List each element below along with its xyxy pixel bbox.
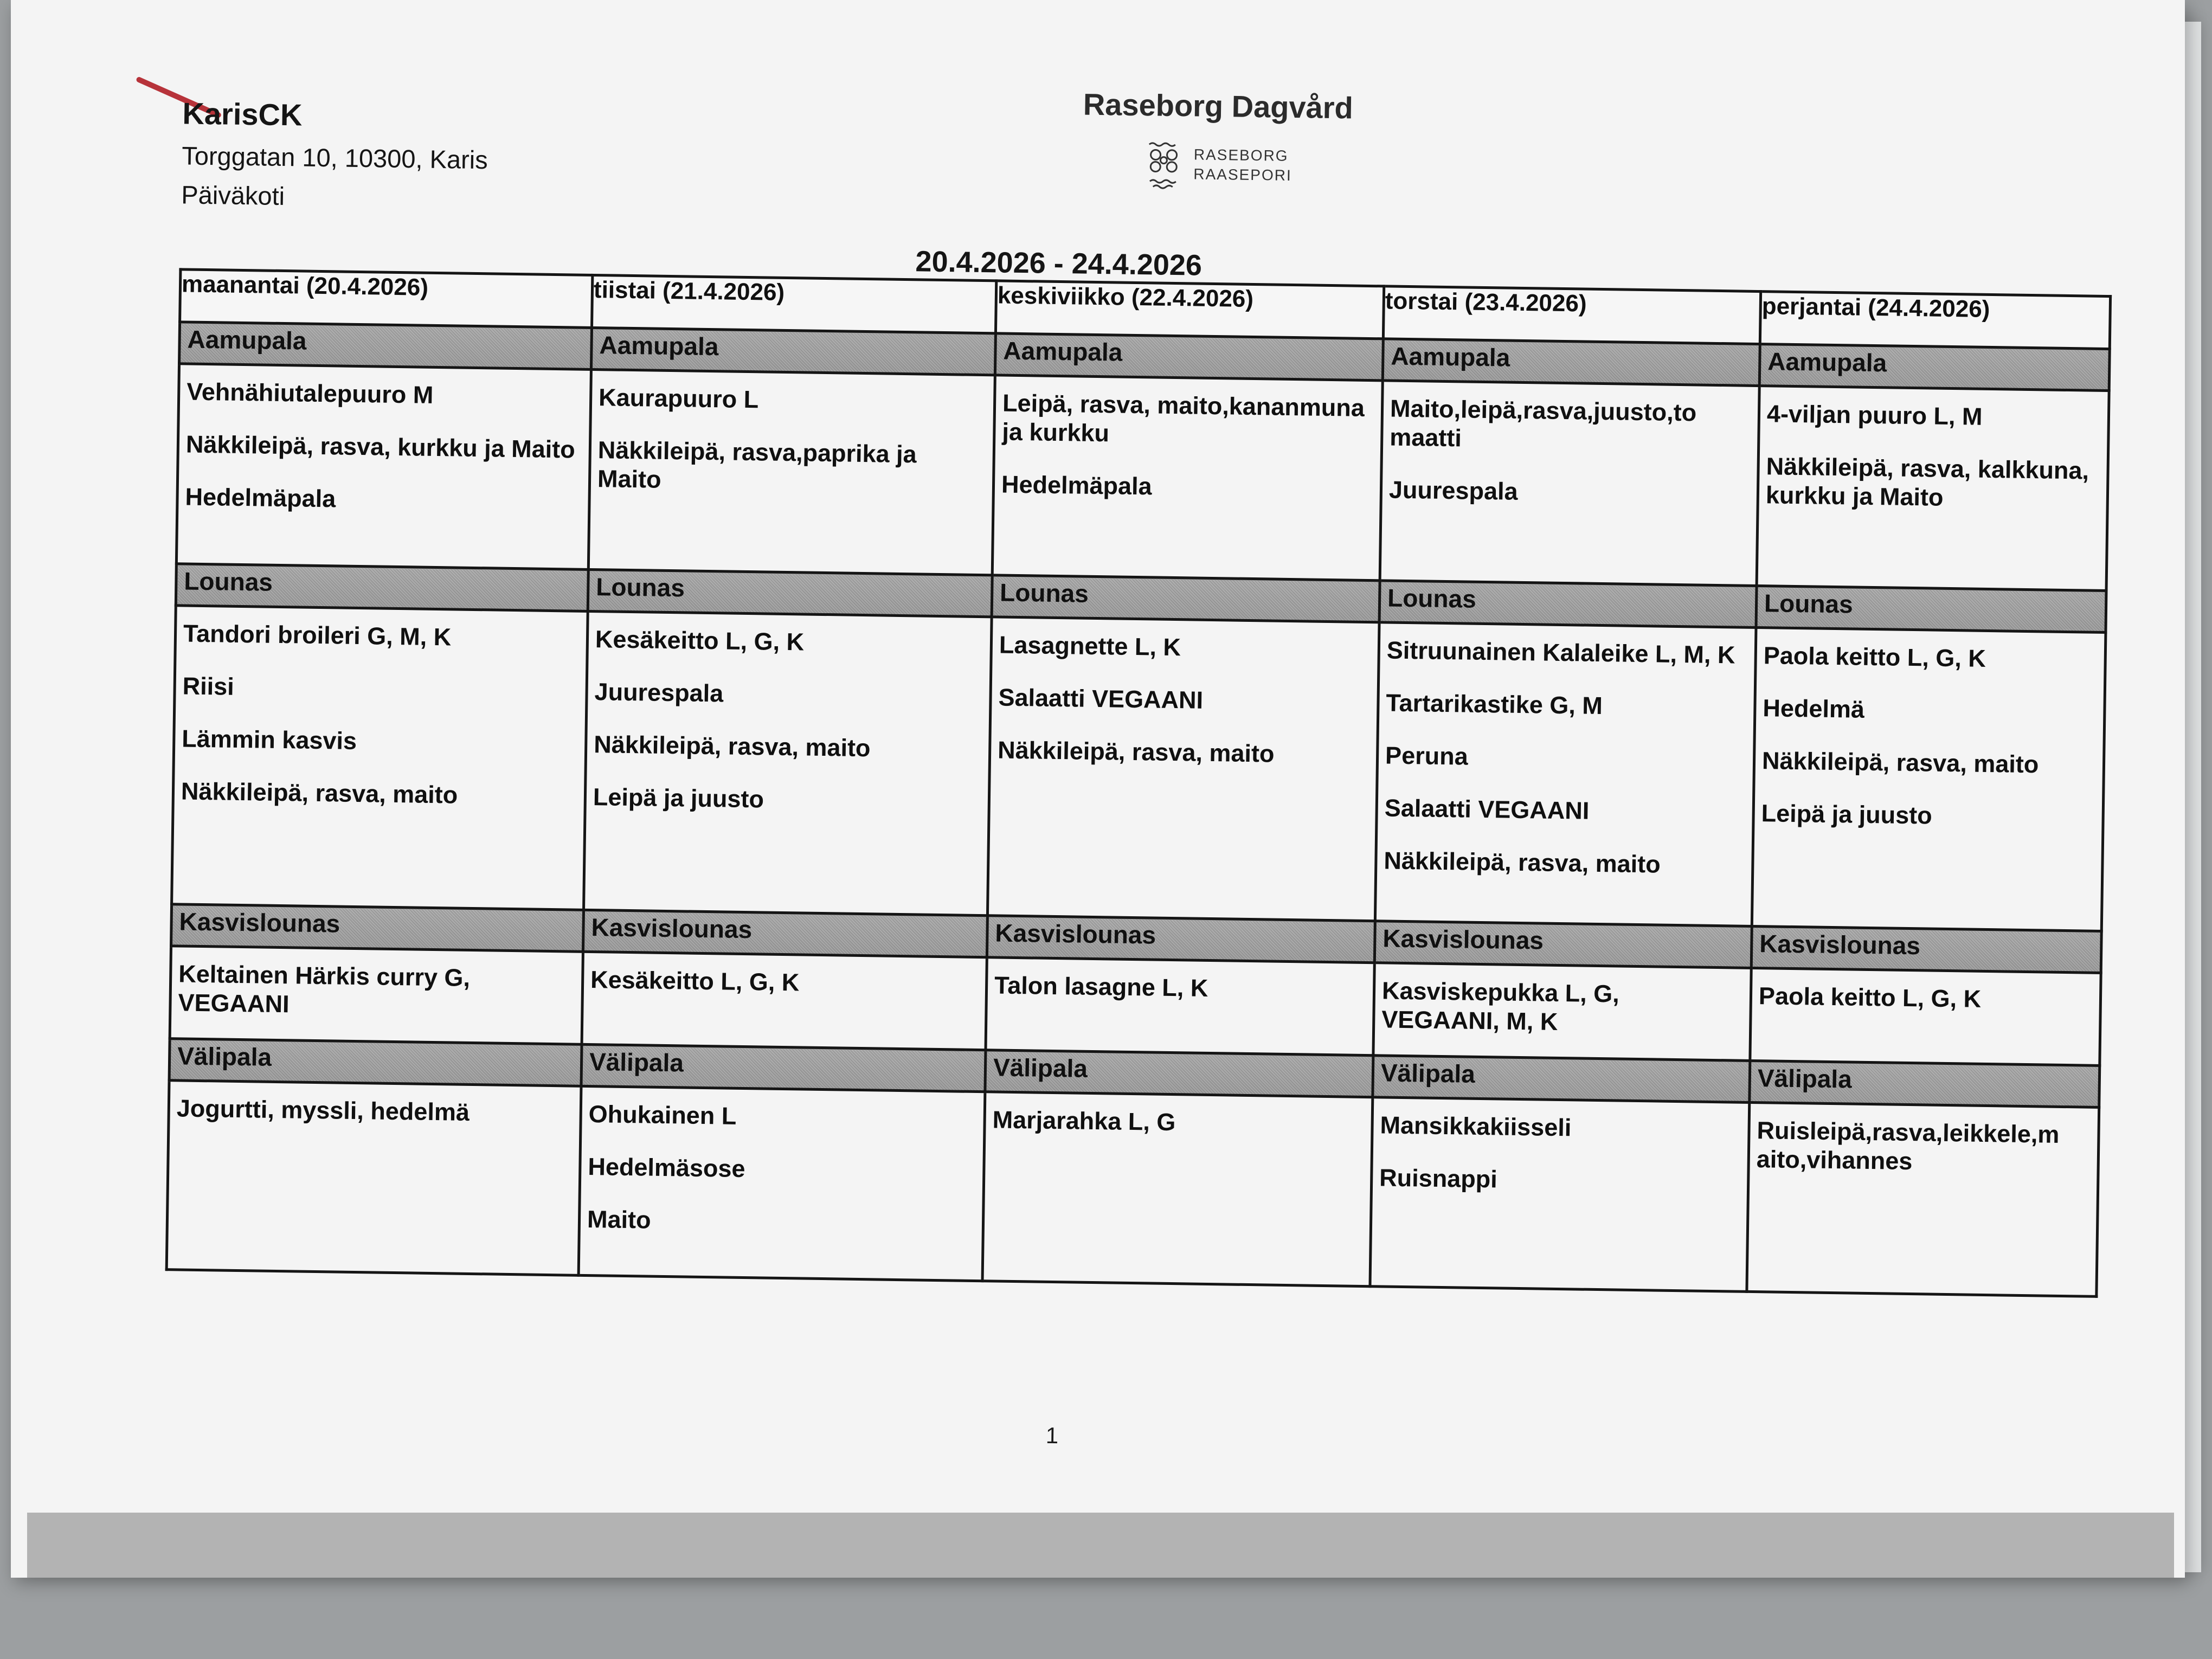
menu-item: Hedelmä	[1763, 694, 1865, 723]
section-label: Aamupala	[995, 333, 1383, 381]
menu-cell	[1757, 386, 2109, 591]
menu-cell	[584, 611, 992, 915]
section-label: Lounas	[992, 575, 1380, 622]
section-label: Aamupala	[1759, 344, 2110, 391]
menu-cell	[170, 946, 583, 1045]
menu-item: Kasviskepukka L, G, VEGAANI, M, K	[1381, 976, 1620, 1036]
menu-cell	[1752, 627, 2106, 931]
menu-item: Jogurtti, myssli, hedelmä	[176, 1094, 470, 1126]
menu-row-snack	[166, 1081, 2099, 1297]
menu-item: Näkkileipä, rasva, kalkkuna, kurkku ja Maito	[1765, 452, 2089, 511]
menu-item: Näkkileipä, rasva, kurkku ja Maito	[185, 430, 576, 464]
menu-cell	[1373, 963, 1751, 1061]
section-label: Kasvislounas	[1751, 926, 2101, 973]
section-label: Lounas	[1379, 581, 1757, 628]
menu-item: Salaatti VEGAANI	[1384, 794, 1590, 825]
menu-item: Maito	[587, 1205, 651, 1234]
day-header: perjantai (24.4.2026)	[1760, 292, 2110, 349]
menu-item: Paola keitto L, G, K	[1758, 982, 1982, 1013]
section-label: Aamupala	[179, 322, 592, 370]
logo-text	[1193, 145, 1292, 185]
menu-item: Leipä ja juusto	[1761, 799, 1933, 829]
section-label: Kasvislounas	[583, 910, 987, 957]
menu-item: Paola keitto L, G, K	[1763, 641, 1986, 672]
menu-item: Näkkileipä, rasva, maito	[997, 736, 1275, 768]
section-label: Välipala	[1750, 1060, 2100, 1107]
menu-item: Talon lasagne L, K	[994, 971, 1208, 1002]
menu-item: Riisi	[182, 672, 235, 700]
section-label: Välipala	[169, 1039, 582, 1086]
menu-item: Kaurapuuro L	[598, 383, 759, 414]
menu-sheet	[11, 0, 2185, 1578]
menu-item: Näkkileipä, rasva, maito	[181, 777, 458, 809]
day-header: maanantai (20.4.2026)	[180, 269, 593, 328]
menu-item: 4-viljan puuro L, M	[1766, 400, 1983, 430]
menu-item: Marjarahka L, G	[992, 1105, 1176, 1136]
menu-item: Juurespala	[594, 678, 724, 708]
menu-item: Ruisnappi	[1379, 1163, 1498, 1193]
menu-cell	[1750, 968, 2101, 1065]
menu-cell	[588, 369, 995, 575]
menu-item: Juurespala	[1388, 475, 1518, 506]
weekly-menu-table	[165, 268, 2112, 1298]
section-label: Lounas	[588, 569, 992, 616]
menu-item: Vehnähiutalepuuro M	[186, 377, 434, 409]
menu-cell	[1380, 381, 1759, 586]
menu-cell	[982, 1092, 1373, 1287]
menu-item: Lasagnette L, K	[999, 631, 1181, 661]
section-label: Aamupala	[591, 327, 995, 375]
menu-item: Sitruunainen Kalaleike L, M, K	[1386, 636, 1735, 669]
day-header: torstai (23.4.2026)	[1383, 286, 1760, 344]
menu-item: Hedelmäpala	[185, 483, 336, 513]
menu-item: Kesäkeitto L, G, K	[590, 966, 800, 996]
menu-cell	[582, 951, 987, 1050]
menu-item: Keltainen Härkis curry G, VEGAANI	[178, 960, 471, 1018]
menu-cell	[172, 606, 588, 910]
menu-item: Peruna	[1385, 741, 1469, 770]
menu-cell	[987, 617, 1379, 921]
menu-item: Lämmin kasvis	[182, 724, 357, 755]
section-label: Välipala	[1373, 1056, 1750, 1103]
section-label: Välipala	[581, 1044, 986, 1091]
menu-item: Näkkileipä, rasva, maito	[1761, 747, 2039, 779]
menu-item: Mansikkakiisseli	[1380, 1111, 1572, 1142]
section-label: Kasvislounas	[987, 916, 1375, 963]
menu-item: Maito,leipä,rasva,juusto,to maatti	[1389, 394, 1697, 452]
menu-item: Näkkileipä, rasva, maito	[1384, 846, 1661, 878]
menu-item: Salaatti VEGAANI	[998, 683, 1204, 714]
section-label: Kasvislounas	[171, 904, 584, 952]
menu-cell	[176, 364, 591, 570]
menu-item: Leipä ja juusto	[593, 783, 764, 813]
menu-item: Hedelmäsose	[588, 1153, 745, 1183]
menu-cell	[1747, 1102, 2099, 1296]
menu-item: Näkkileipä, rasva, maito	[593, 730, 871, 762]
day-header: tiistai (21.4.2026)	[592, 275, 996, 333]
menu-item: Näkkileipä, rasva,paprika ja Maito	[597, 436, 917, 493]
section-label: Lounas	[1756, 586, 2106, 633]
date-range: 20.4.2026 - 24.4.2026	[915, 245, 1203, 282]
menu-cell	[986, 957, 1374, 1056]
menu-item: Hedelmäpala	[1001, 470, 1153, 500]
menu-item: Ruisleipä,rasva,leikkele,m aito,vihannes	[1756, 1116, 2060, 1175]
menu-item: Ohukainen L	[588, 1100, 737, 1130]
logo-text-finnish: RAASEPORI	[1193, 165, 1292, 184]
menu-row-breakfast	[176, 364, 2109, 591]
organization-name: KarisCK	[182, 96, 303, 132]
menu-cell	[166, 1081, 581, 1276]
organization-type: Päiväkoti	[181, 179, 285, 210]
menu-item: Leipä, rasva, maito,kananmuna ja kurkku	[1002, 389, 1365, 447]
organization-address: Torggatan 10, 10300, Karis	[182, 141, 488, 175]
menu-cell	[992, 375, 1382, 581]
menu-item: Tartarikastike G, M	[1386, 689, 1603, 720]
brand-block	[973, 85, 1463, 197]
section-label: Aamupala	[1382, 339, 1760, 386]
menu-cell	[1370, 1097, 1750, 1292]
raseborg-flower-icon	[1142, 138, 1185, 190]
menu-cell	[578, 1086, 985, 1281]
menu-item: Tandori broileri G, M, K	[183, 619, 452, 651]
logo-text-swedish: RASEBORG	[1193, 146, 1289, 165]
raseborg-logo	[1142, 138, 1293, 192]
page-number: 1	[1045, 1422, 1059, 1449]
day-header: keskiviikko (22.4.2026)	[995, 281, 1384, 339]
menu-cell	[1375, 622, 1756, 927]
brand-title: Raseborg Dagvård	[1083, 87, 1354, 125]
section-label: Lounas	[176, 564, 588, 612]
menu-row-lunch	[172, 606, 2106, 931]
organization-block	[181, 90, 489, 218]
section-label: Välipala	[985, 1050, 1373, 1097]
section-label: Kasvislounas	[1374, 921, 1752, 968]
menu-item: Kesäkeitto L, G, K	[595, 625, 805, 656]
